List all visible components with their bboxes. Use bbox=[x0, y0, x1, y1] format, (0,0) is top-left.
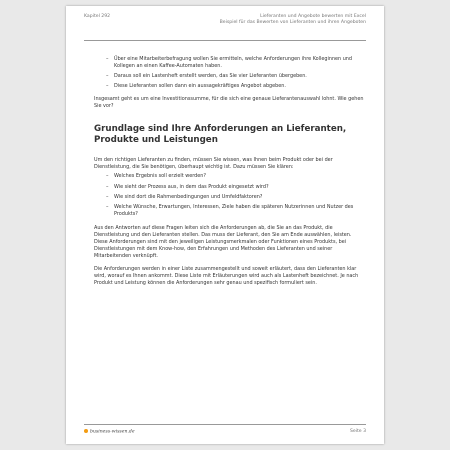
brand-dot-icon bbox=[84, 429, 88, 433]
brand-logo: business-wissen.de bbox=[84, 429, 135, 435]
list-item: – Über eine Mitarbeiterbefragung wollen Sie ermitteln, welche Anforderungen ihre Kolleginnen und Kollegen an einen Kaffee-Automaten haben. bbox=[106, 56, 353, 69]
page-footer bbox=[84, 424, 366, 435]
paragraph-1: Um den richtigen Lieferanten zu finden, müssen Sie wissen, was Ihnen beim Produkt oder bei der Dienstleistung, die Sie benötigen, überhaupt wichtig ist. Dazu müssen Sie klären: bbox=[94, 157, 333, 171]
bullet-list-1 bbox=[94, 56, 364, 90]
chapter-label: Kapitel 292 bbox=[84, 14, 111, 19]
dash-bullet: – bbox=[106, 56, 109, 62]
dash-bullet: – bbox=[106, 83, 109, 90]
dash-bullet: – bbox=[106, 173, 109, 180]
intro-paragraph: Insgesamt geht es um eine Investitionssumme, für die sich eine genaue Lieferantenauswahl lohnt. Wie gehen Sie vor? bbox=[94, 96, 364, 110]
dash-bullet: – bbox=[106, 203, 109, 210]
paragraph-2: Aus den Antworten auf diese Fragen leiten sich die Anforderungen ab, die Sie an das Produkt, die Dienstleistung und den Lieferanten stellen. Das muss der Lieferant, den Sie am Ende auswählen, leisten. Diese Anforderungen sind mit den jeweiligen Leistungsmerkmalen oder Funktionen eines Produkts, bei Dienstleistungen mit dem Know-how, den Erfahrungen und Methoden des Lieferanten und seiner Mitarbeitenden verknüpft. bbox=[94, 224, 352, 259]
header-title: Lieferanten und Angebote bewerten mit Excel bbox=[260, 14, 366, 19]
list-item: – Daraus soll ein Lastenheft erstellt werden, das Sie vier Lieferanten übergeben. bbox=[106, 73, 307, 80]
dash-bullet: – bbox=[106, 183, 109, 190]
dash-bullet: – bbox=[106, 73, 109, 80]
paragraph-3: Die Anforderungen werden in einer Liste zusammengestellt und soweit erläutert, dass den Lieferanten klar wird, worauf es Ihnen ankommt. Diese Liste mit Erläuterungen wird auch als Lastenheft bezeichnet. Je nach Produkt und Leistung können die Anforderungen sehr genau und spezifisch formuliert sein. bbox=[94, 265, 359, 286]
section-heading: Grundlage sind Ihre Anforderungen an Lieferanten, Produkte und Leistungen bbox=[94, 124, 347, 145]
list-item: – Wie sieht der Prozess aus, in dem das Produkt eingesetzt wird? bbox=[106, 183, 269, 190]
page-number: Seite 3 bbox=[349, 429, 366, 434]
page-header bbox=[84, 14, 366, 41]
list-item: – Diese Lieferanten sollen dann ein aussagekräftiges Angebot abgeben. bbox=[106, 83, 286, 90]
page-body bbox=[94, 56, 364, 287]
dash-bullet: – bbox=[106, 193, 109, 200]
bullet-list-2 bbox=[94, 173, 364, 218]
document-page bbox=[66, 6, 384, 444]
header-titles bbox=[220, 14, 366, 26]
list-item: – Welche Wünsche, Erwartungen, Interessen, Ziele haben die späteren Nutzerinnen und Nutzer des Produkts? bbox=[106, 203, 354, 217]
list-item: – Welches Ergebnis soll erzielt werden? bbox=[106, 173, 206, 180]
header-subtitle: Beispiel für das Bewerten von Lieferanten und ihren Angeboten bbox=[219, 20, 366, 26]
list-item: – Wie sind dort die Rahmenbedingungen und Umfeldfaktoren? bbox=[106, 193, 263, 200]
